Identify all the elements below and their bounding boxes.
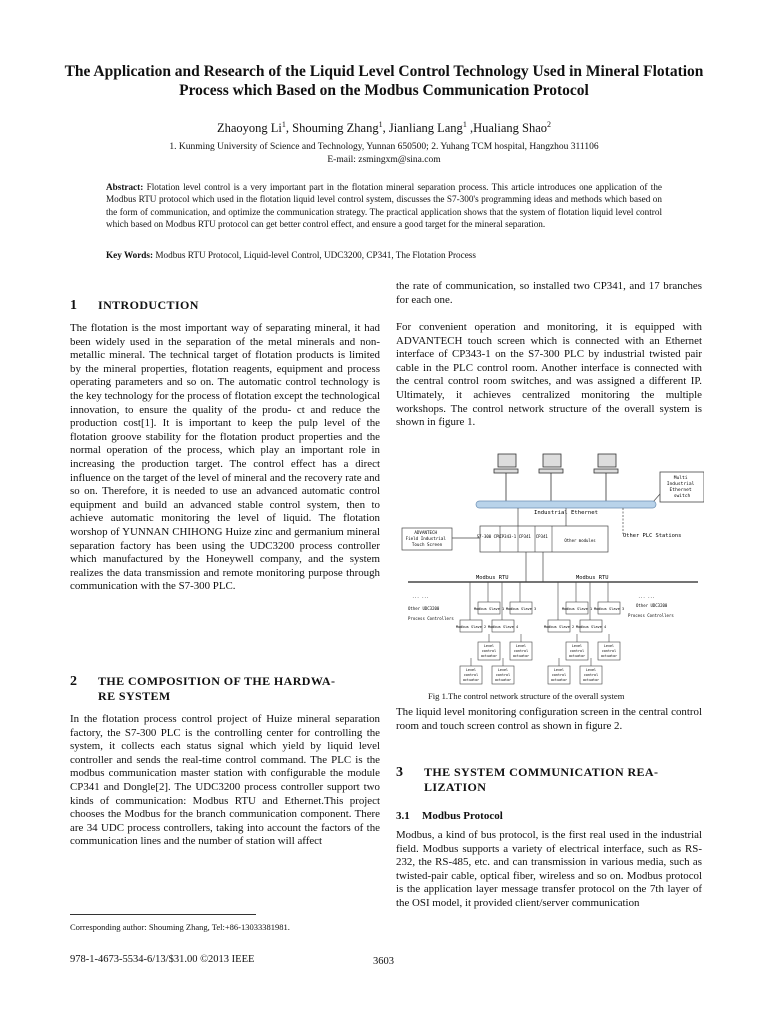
level-actuator-label: Level	[465, 668, 477, 672]
section-1-heading	[70, 298, 199, 314]
author-separator: ,	[466, 121, 474, 136]
modbus-slave-label: Modbus Slave 2	[543, 625, 575, 629]
modbus-rtu-right-label: Modbus RTU	[576, 575, 609, 581]
level-actuator-label: actuator	[494, 678, 512, 682]
author-separator: ,	[285, 121, 293, 136]
network-structure-figure	[398, 452, 704, 688]
section-3-title-line-2: LIZATION	[424, 780, 487, 794]
section-3-1-paragraph: Modbus, a kind of bus protocol, is the first real used in the industrial field. Modbus supports a variety of electrical interface, such as RS-232, the RS-485, etc. and can transmission in various media, such as twisted-pair cable, optical fiber, wireless and so on. Modbus protocol is the application layer message transfer protocol on the 7th layer of the OSI model, it provided client/server communication	[396, 829, 702, 909]
section-1-paragraph: The flotation is the most important way of separating mineral, it had been widely used in the separation of the metal minerals and non-metallic mineral. The technical target of flotation products is limited by the mineral properties, flotation reagents, equipment and process operating parameters and so on. The automatic control technology is the key technology for the process of flotation except the technological innovation, to ensure the quality of the produ- ct and reduce the production cost[1]. It is important to keep the pulp level of the flotation groove stability for the flotation product properties and the normal operation of the process, which play an important role in increasing the production target. The control effect has a direct influence on the target of the level of mineral and the recovery rate and so on. Therefore, it is needed to use an advanced automatic control equipment and build an advanced stable control system, then to achieve automatic monitoring the level of liquid. The flotation worshop of YUNNAN CHIHONG Huize zinc and germanium mineral separation factory has been using the UDC3200 process controller which manufactured by the Honeywell company, and the system realizes the data transmission and remote monitoring purpose through communication with the S7-300 PLC.	[70, 322, 380, 593]
section-3-1-body	[396, 829, 702, 911]
section-3-heading	[396, 765, 702, 795]
right-paragraph-1-text: the rate of communication, so installed two CP341, and 17 branches for each one.	[396, 280, 702, 306]
email-text: E-mail: zsmingxm@sina.com	[327, 155, 441, 165]
author-affiliation-marker: 1	[281, 120, 286, 129]
level-actuator-label: control	[601, 649, 617, 653]
modbus-slave-label: Modbus Slave 3	[593, 607, 625, 611]
abstract	[106, 181, 662, 230]
switch-label: Multi Industrial Ethernet switch	[666, 476, 695, 499]
section-2-title-line-1: THE COMPOSITION OF THE HARDWA-	[98, 674, 336, 688]
level-actuator-label: actuator	[582, 678, 600, 682]
author-name: Zhaoyong Li	[216, 121, 282, 136]
level-actuator-label: control	[513, 649, 529, 653]
computer-icon	[539, 454, 563, 502]
right-paragraph-1	[396, 280, 702, 307]
section-1-body	[70, 322, 380, 594]
keywords-label: Key Words:	[106, 250, 154, 260]
page-number: 3603	[373, 956, 394, 967]
right-paragraph-3-text: The liquid level monitoring configuration screen in the central control room and touch screen control as shown in figure 2.	[396, 706, 702, 732]
footnote-divider	[70, 914, 256, 915]
section-3-title-line-1: THE SYSTEM COMMUNICATION REA-	[424, 765, 659, 779]
isbn-copyright: 978-1-4673-5534-6/13/$31.00 ©2013 IEEE	[70, 954, 255, 965]
level-actuator-label: Level	[483, 644, 495, 648]
author-affiliation-marker: 2	[547, 120, 552, 129]
section-3-1-title: Modbus Protocol	[422, 810, 503, 822]
section-2-heading	[70, 674, 380, 704]
section-1-number: 1	[70, 298, 78, 313]
level-actuator-label: actuator	[550, 678, 568, 682]
modbus-slave-label: Modbus Slave 1	[561, 607, 593, 611]
industrial-ethernet-label: Industrial Ethernet	[534, 510, 598, 516]
industrial-ethernet-bus	[476, 501, 656, 508]
modbus-slave-label: Modbus Slave 4	[487, 625, 519, 629]
plc-module-labels: S7-300 CPU CP343-1 CP341 CP341 Other modules	[476, 534, 596, 543]
section-3-1-number: 3.1	[396, 810, 410, 822]
affiliation-block	[60, 141, 708, 167]
level-actuator-label: control	[551, 673, 567, 677]
author-affiliation-marker: 1	[378, 120, 383, 129]
level-actuator-label: actuator	[512, 654, 530, 658]
abstract-label: Abstract:	[106, 182, 144, 192]
right-paragraph-3	[396, 706, 702, 733]
modbus-rtu-left-label: Modbus RTU	[476, 575, 509, 581]
touch-screen-label: ADVANTECH Field Industrial Touch Screen	[405, 530, 446, 547]
level-actuator-label: Level	[603, 644, 615, 648]
ellipsis-right: ... ...	[638, 594, 655, 599]
section-2-paragraph: In the flotation process control project of Huize mineral separation factory, the S7-300 PLC is the controlling center for controlling the system, it collects each status signal which yield by liquid level controller and sends the real-time control command. The PLC is the modbus communication master station with configurable the module CP341 and Dongle[2]. The UDC3200 process controller support two kinds of communication: Modbus RTU and Ethernet.This project chooses the Modbus for the branch communication component. There are 34 UDC process controllers, taking into account the factors of the communication lines and the number of station will affect	[70, 713, 380, 848]
computer-icon	[494, 454, 518, 502]
author-name: Hualiang Shao	[473, 121, 548, 136]
other-plc-label: Other PLC Stations	[623, 533, 682, 539]
modbus-slave-group	[456, 582, 624, 684]
right-paragraph-2	[396, 321, 702, 430]
modbus-slave-label: Modbus Slave 2	[455, 625, 487, 629]
level-actuator-label: control	[481, 649, 497, 653]
abstract-text: Flotation level control is a very important part in the flotation mineral separation process. This article introduces one application of the Modbus RTU protocol which used in the flotation liquid level control system, discusses the S7-300's programming ideas and methods which based on the form of communication, and optimize the communication strategy. The practical application shows that the system of flotation liquid level control which based on Modbus RTU protocol can get better control effect, and ensure a good target for the mineral separation.	[106, 182, 662, 229]
footnote: Corresponding author: Shouming Zhang, Tel:+86-13033381981.	[70, 922, 290, 932]
level-actuator-label: control	[463, 673, 479, 677]
level-actuator-label: Level	[571, 644, 583, 648]
level-actuator-label: control	[569, 649, 585, 653]
ellipsis-left: ... ...	[412, 594, 429, 599]
section-2-title-line-2: RE SYSTEM	[98, 689, 171, 703]
section-3-number: 3	[396, 765, 404, 780]
affiliation-text: 1. Kunming University of Science and Technology, Yunnan 650500; 2. Yuhang TCM hospital, Hangzhou 311106	[169, 142, 599, 152]
other-udc-left-label: Other UDC3200 Process Controllers	[408, 606, 454, 621]
computer-icon	[594, 454, 618, 502]
modbus-slave-label: Modbus Slave 1	[473, 607, 505, 611]
modbus-slave-label: Modbus Slave 3	[505, 607, 537, 611]
level-actuator-label: actuator	[462, 678, 480, 682]
level-actuator-label: actuator	[600, 654, 618, 658]
level-actuator-label: Level	[497, 668, 509, 672]
level-actuator-label: control	[495, 673, 511, 677]
right-paragraph-2-text: For convenient operation and monitoring, it is equipped with ADVANTECH touch screen which is connected with an Ethernet interface of CP343-1 on the S7-300 PLC by industrial twisted pair cable in the PLC control room. Another interface is connected with the central control room switches, and was assigned a different IP. Ultimately, it achieves centralized monitoring the multiple workshops. The control network structure of the overall system is shown in figure 1.	[396, 321, 702, 429]
author-list	[60, 120, 708, 136]
section-2-number: 2	[70, 674, 78, 689]
figure-caption: Fig 1.The control network structure of the overall system	[428, 691, 625, 701]
level-actuator-label: Level	[585, 668, 597, 672]
keywords-text: Modbus RTU Protocol, Liquid-level Control, UDC3200, CP341, The Flotation Process	[155, 250, 476, 260]
level-actuator-label: Level	[553, 668, 565, 672]
level-actuator-label: actuator	[568, 654, 586, 658]
author-name: Jianliang Lang	[388, 121, 463, 136]
paper-title: The Application and Research of the Liquid Level Control Technology Used in Mineral Flotation Process which Based on the Modbus Communication Protocol	[64, 63, 704, 99]
author-name: Shouming Zhang	[292, 121, 379, 136]
modbus-slave-label: Modbus Slave 4	[575, 625, 607, 629]
author-separator: ,	[382, 121, 389, 136]
keywords	[106, 250, 662, 260]
author-affiliation-marker: 1	[462, 120, 467, 129]
section-1-title: INTRODUCTION	[98, 298, 199, 312]
other-udc-right-label: Other UDC3200 Process Controllers	[628, 603, 674, 618]
level-actuator-label: control	[583, 673, 599, 677]
level-actuator-label: actuator	[480, 654, 498, 658]
level-actuator-label: Level	[515, 644, 527, 648]
section-2-body	[70, 713, 380, 849]
section-3-1-heading	[396, 810, 503, 822]
